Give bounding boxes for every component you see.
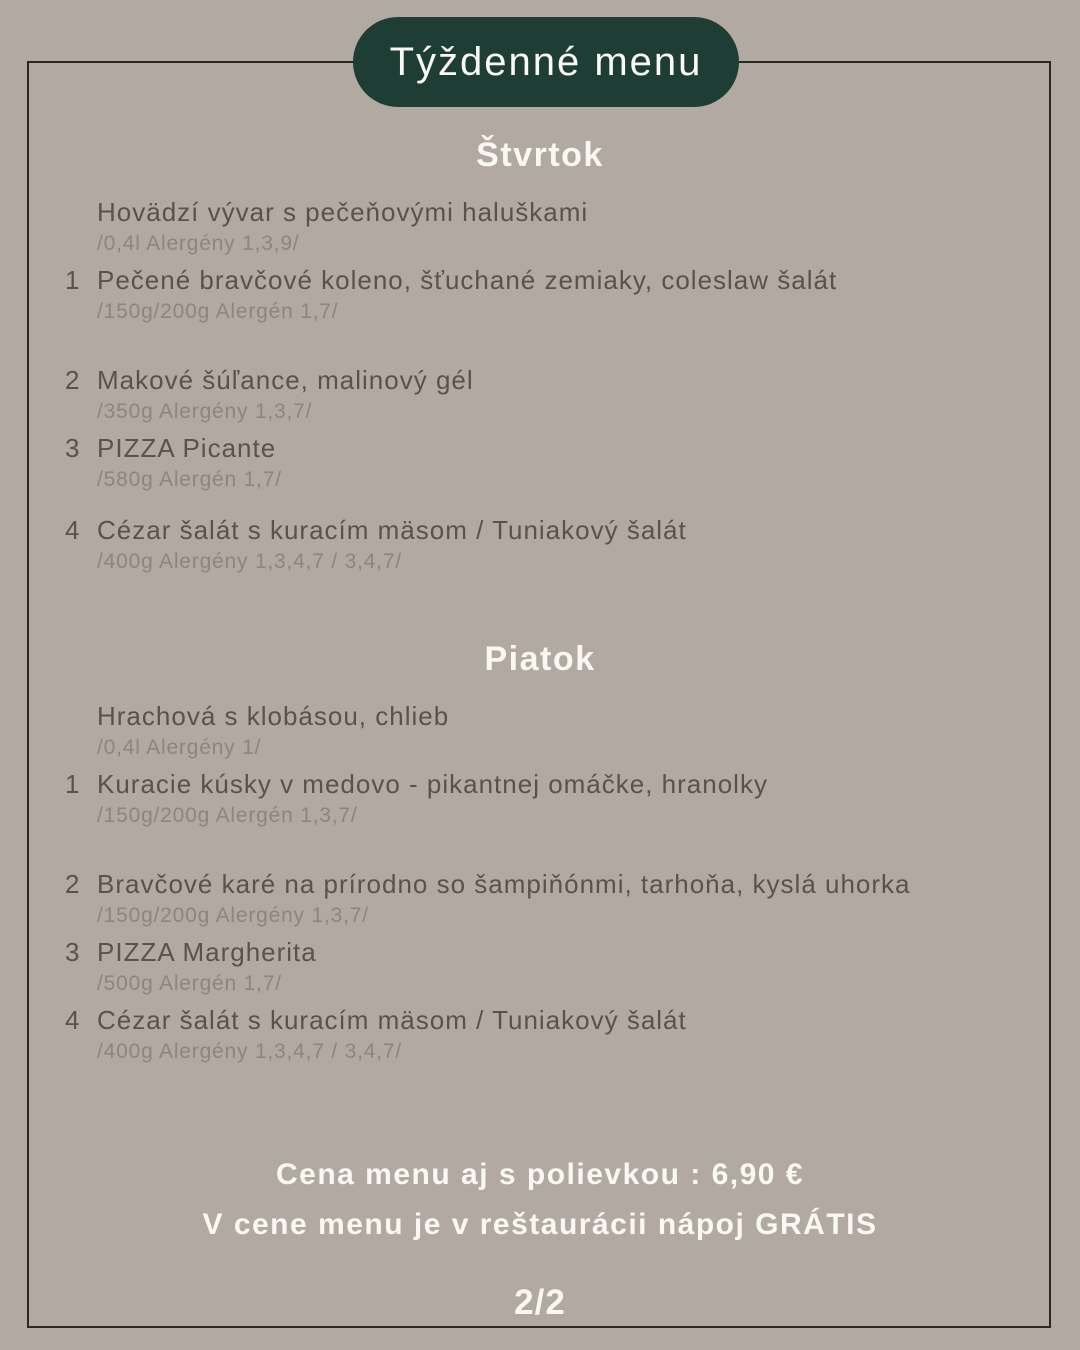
entry-number: 4 xyxy=(65,515,80,545)
dish-name: Makové šúľance, malinový gél xyxy=(97,365,474,395)
dish-detail: /400g Alergény 1,3,4,7 / 3,4,7/ xyxy=(97,550,403,573)
menu-entry xyxy=(65,869,1080,929)
footer-note: V cene menu je v reštaurácii nápoj GRÁTIS xyxy=(202,1208,878,1241)
entry-number: 3 xyxy=(65,433,80,463)
dish-name: Hrachová s klobásou, chlieb xyxy=(97,701,450,731)
dish-name: PIZZA Margherita xyxy=(97,937,317,967)
menu-entry-soup xyxy=(65,701,1080,761)
dish-name: Bravčové karé na prírodno so šampiňónmi, tarhoňa, kyslá uhorka xyxy=(97,869,911,899)
footer-price: Cena menu aj s polievkou : 6,90 € xyxy=(275,1158,804,1191)
dish-detail: /150g/200g Alergén 1,3,7/ xyxy=(97,804,358,827)
menu-entry xyxy=(65,1005,1080,1065)
footer xyxy=(0,1150,1080,1250)
dish-detail: /350g Alergény 1,3,7/ xyxy=(97,400,313,423)
entry-number: 2 xyxy=(65,869,80,899)
menu-entry xyxy=(65,265,1080,325)
entry-number: 3 xyxy=(65,937,80,967)
menu-entry xyxy=(65,937,1080,997)
entry-number: 1 xyxy=(65,769,80,799)
dish-detail: /500g Alergén 1,7/ xyxy=(97,972,282,995)
menu-title: Týždenné menu xyxy=(389,39,703,84)
menu-entry xyxy=(65,365,1080,425)
menu-entry xyxy=(65,515,1080,575)
menu-entry-soup xyxy=(65,197,1080,257)
dish-name: Kuracie kúsky v medovo - pikantnej omáčke, hranolky xyxy=(97,769,768,799)
menu-entry xyxy=(65,433,1080,493)
dish-detail: /150g/200g Alergény 1,3,7/ xyxy=(97,904,369,927)
entry-number: 4 xyxy=(65,1005,80,1035)
menu-entry xyxy=(65,769,1080,829)
dish-detail: /150g/200g Alergén 1,7/ xyxy=(97,300,339,323)
dish-name: Cézar šalát s kuracím mäsom / Tuniakový šalát xyxy=(97,1005,687,1035)
entry-number xyxy=(65,701,97,761)
day-heading-friday: Piatok xyxy=(484,640,596,678)
day-heading-thursday: Štvrtok xyxy=(476,136,604,174)
dish-name: Pečené bravčové koleno, šťuchané zemiaky, coleslaw šalát xyxy=(97,265,838,295)
day-section-thursday xyxy=(0,136,1080,583)
day-entries-thursday xyxy=(0,197,1080,575)
day-section-friday xyxy=(0,640,1080,1073)
dish-name: PIZZA Picante xyxy=(97,433,277,463)
dish-name: Cézar šalát s kuracím mäsom / Tuniakový šalát xyxy=(97,515,687,545)
dish-detail: /0,4l Alergény 1,3,9/ xyxy=(97,232,300,255)
dish-detail: /580g Alergén 1,7/ xyxy=(97,468,282,491)
entry-number: 1 xyxy=(65,265,80,295)
dish-detail: /400g Alergény 1,3,4,7 / 3,4,7/ xyxy=(97,1040,403,1063)
entry-number xyxy=(65,197,97,257)
day-entries-friday xyxy=(0,701,1080,1065)
menu-title-pill xyxy=(353,17,739,107)
dish-detail: /0,4l Alergény 1/ xyxy=(97,736,262,759)
page-indicator: 2/2 xyxy=(514,1283,566,1322)
entry-number: 2 xyxy=(65,365,80,395)
dish-name: Hovädzí vývar s pečeňovými haluškami xyxy=(97,197,589,227)
